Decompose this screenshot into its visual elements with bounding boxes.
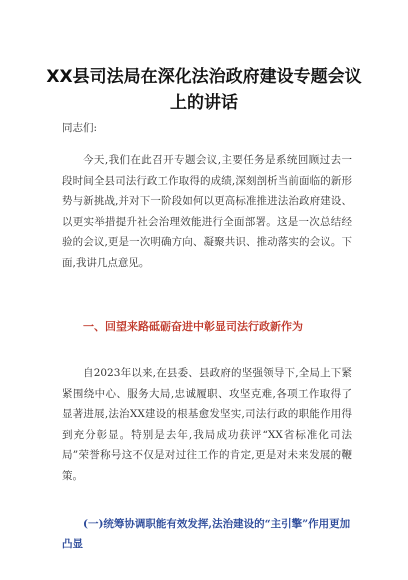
document-title: XX县司法局在深化法治政府建设专题会议上的讲话: [46, 67, 362, 113]
salutation: 同志们:: [62, 122, 98, 134]
body-paragraph: 自2023年以来,在县委、县政府的坚强领导下,全局上下紧紧围绕中心、服务大局,忠诚履职、攻坚克难,各项工作取得了显著进展,法治XX建设的根基愈发坚实,司法行政的职能作用得到充分彰显。特别是去年,我局成功获评“XX省标准化司法局”荣誉称号这不仅是对过往工作的肯定,更是对未来发展的鞭策。: [62, 367, 352, 482]
subsection-heading: (一)统筹协调职能有效发挥,法治建设的“主引擎”作用更加凸显: [62, 518, 351, 550]
section-heading: 一、回望来路砥砺奋进中彰显司法行政新作为: [83, 320, 303, 333]
intro-paragraph: 今天,我们在此召开专题会议,主要任务是系统回顾过去一段时间全县司法行政工作取得的成绩,深刻剖析当前面临的新形势与新挑战,并对下一阶段如何以更高标准推进法治政府建设、以更实举措提升社会治理效能进行全面部署。这是一次总结经验的会议,更是一次明确方向、凝聚共识、推动落实的会议。下面,我讲几点意见。: [62, 154, 352, 269]
